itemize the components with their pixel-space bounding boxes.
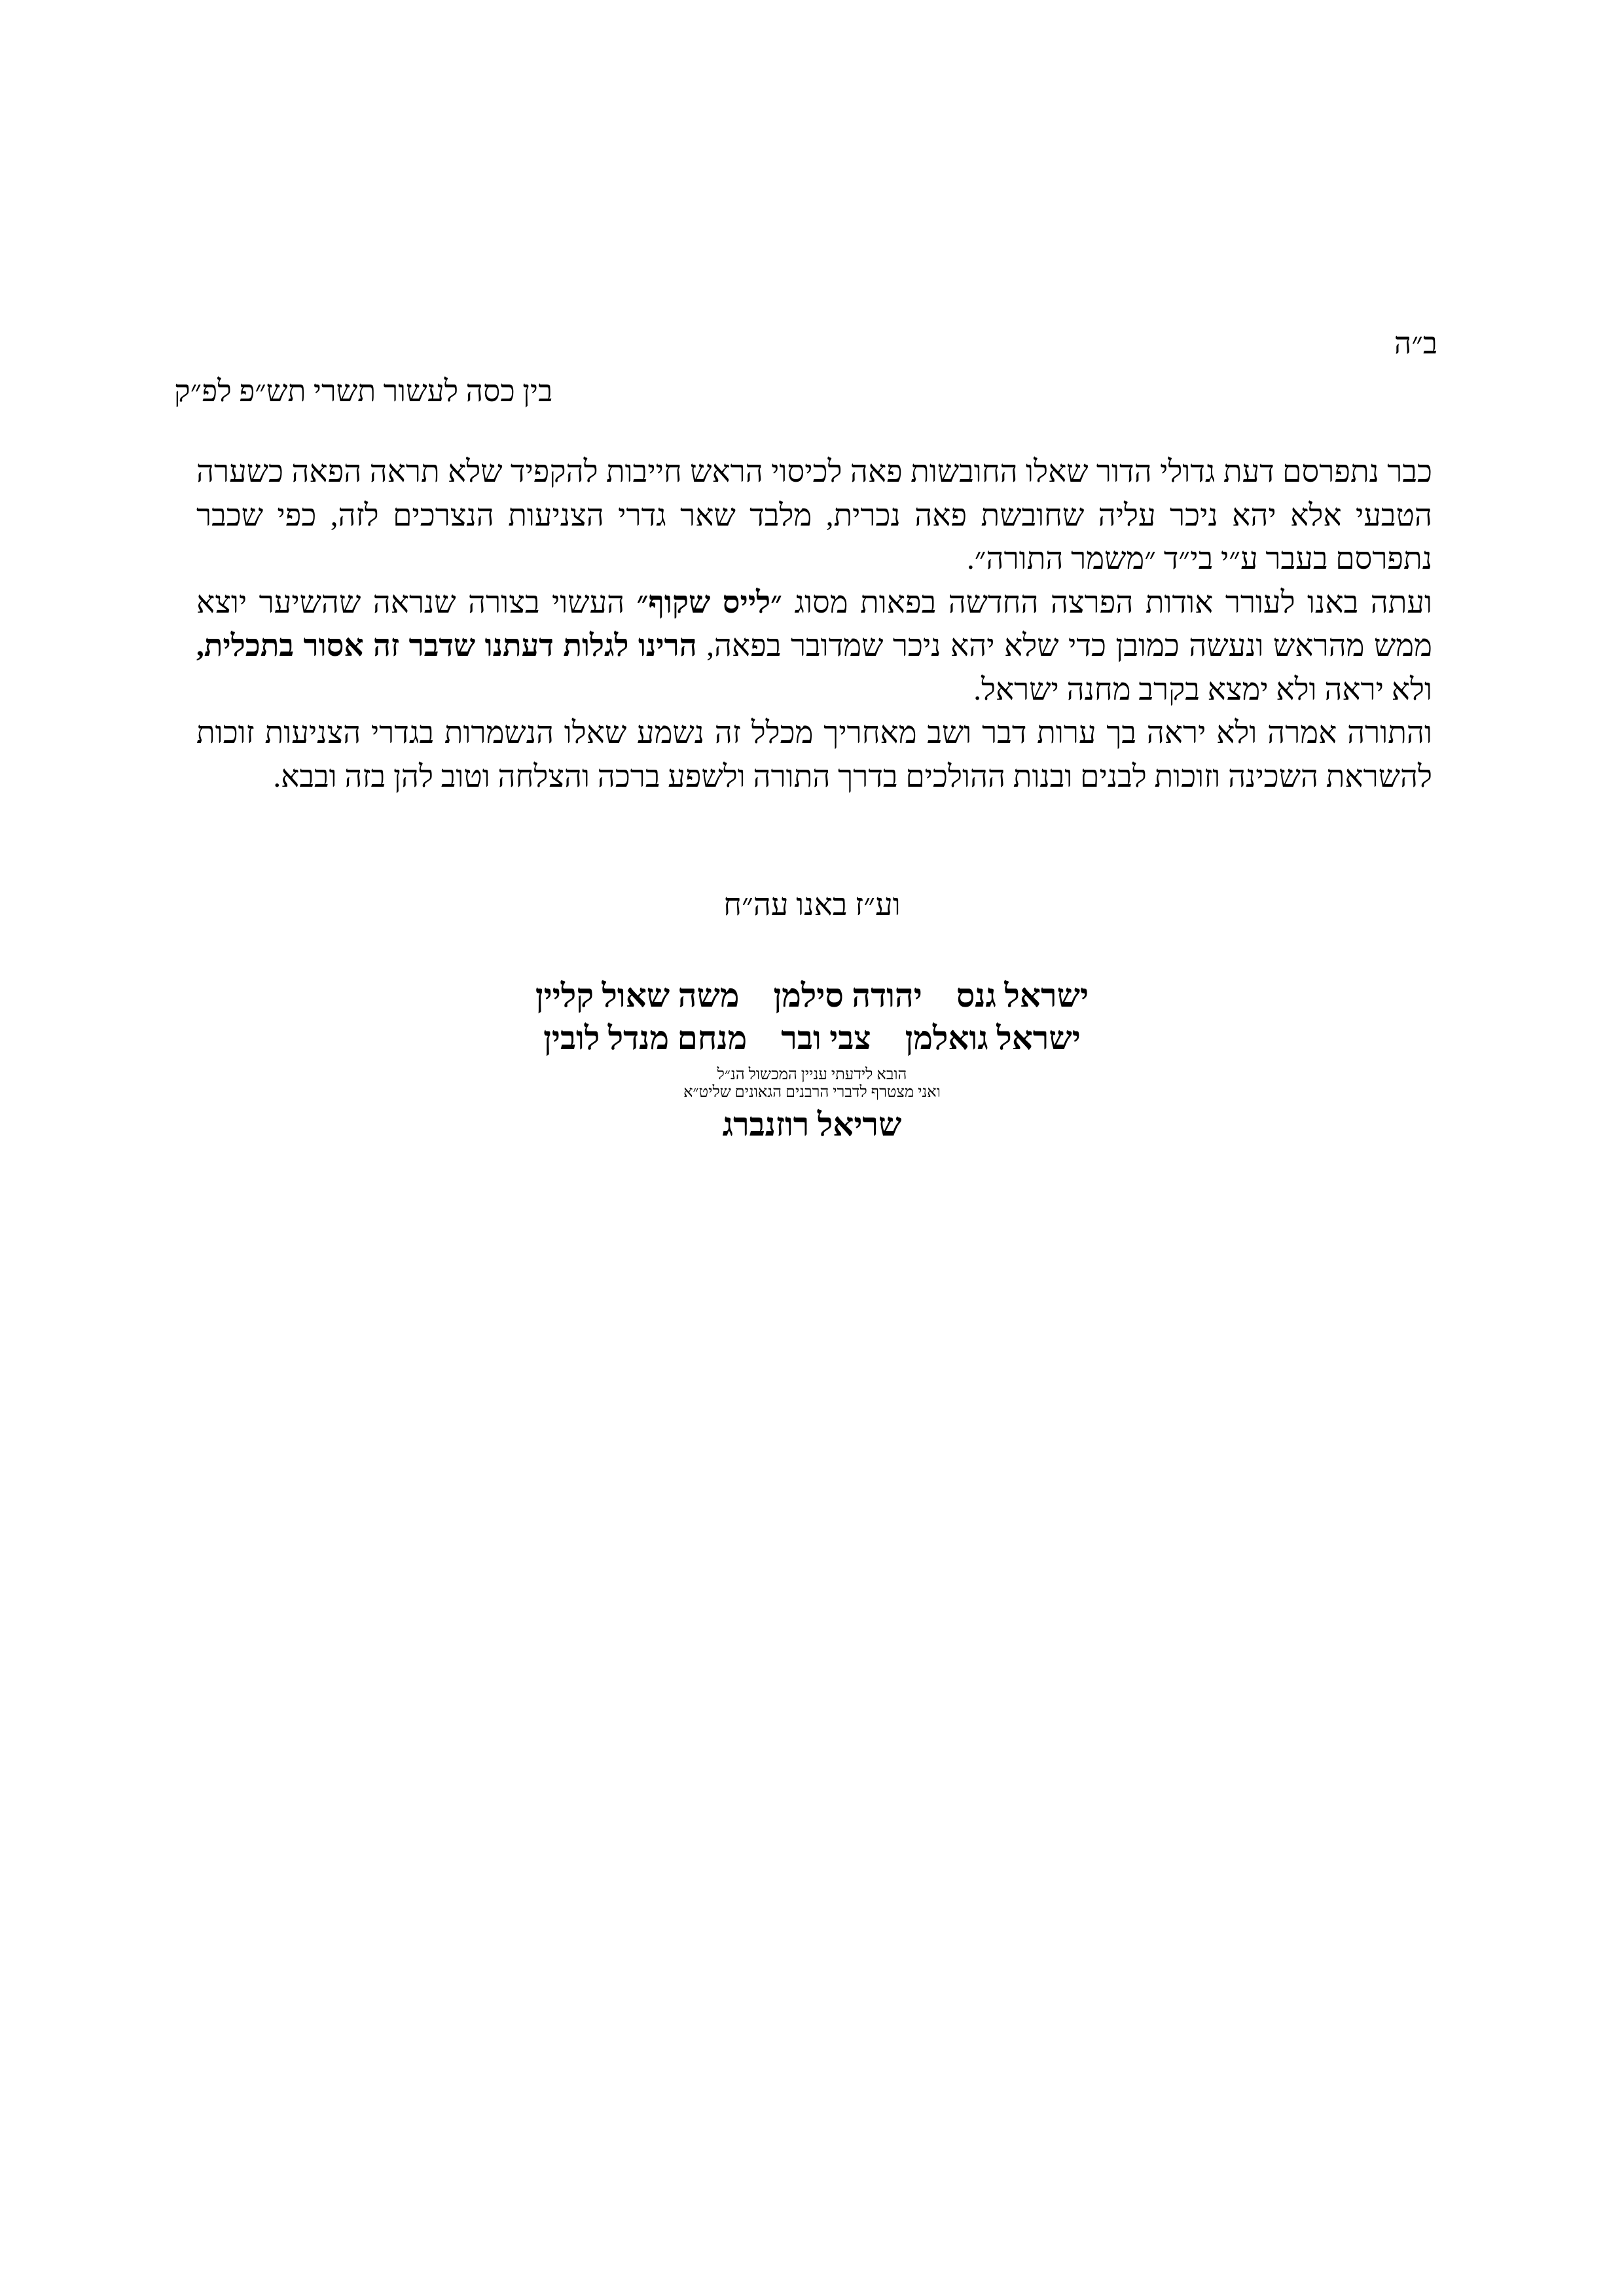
date-line: בין כסה לעשור תשרי תש״פ לפ״ק	[174, 374, 553, 408]
signature-name: מנחם מנדל לובין	[543, 1020, 748, 1056]
paragraph-2-part-b: העשוי בצורה שנראה שהשיער יוצא ממש מהראש ונעשה כמובן כדי שלא יהא ניכר שמדובר בפאה,	[196, 585, 1432, 663]
paragraph-2-part-c: ולא יראה ולא ימצא בקרב מחנה ישראל.	[973, 672, 1432, 707]
signature-row-1	[0, 975, 1624, 1016]
paragraph-1: כבר נתפרסם דעת גדולי הדור שאלו החובשות פאה לכיסוי הראש חייבות להקפיד שלא תראה הפאה כשערה הטבעי אלא יהא ניכר עליה שחובשת פאה נכרית, מלבד שאר גדרי הצניעות הנצרכים לזה, כפי שכבר נתפרסם בעבר ע״י בי״ד ״משמר התורה״.	[196, 455, 1432, 576]
paragraph-2-bold-2: הרינו לגלות דעתנו שדבר זה אסור בתכלית,	[196, 629, 697, 663]
endorsement-note-line-1: הובא לידעתי עניין המכשול הנ״ל	[717, 1066, 907, 1083]
endorsement-note-line-2: ואני מצטרף לדברי הרבנים הגאונים שליט״א	[683, 1084, 941, 1101]
signature-name: ישראל גנס	[956, 977, 1089, 1014]
paragraph-3: והתורה אמרה ולא יראה בך ערות דבר ושב מאחריך מכלל זה נשמע שאלו הנשמרות בגדרי הצניעות זוכות להשראת השכינה וזוכות לבנים ובנות ההולכים בדרך התורה ולשפע ברכה והצלחה וטוב להן בזה ובבא.	[196, 716, 1432, 794]
final-signature: שריאל רוזנברג	[722, 1106, 902, 1143]
bh-header: ב״ה	[1394, 327, 1437, 360]
signature-name: יהודה סילמן	[773, 977, 922, 1014]
closing-line: וע״ז באנו עה״ח	[723, 888, 901, 922]
paragraph-2-bold-1: ״לייס שקוף״	[636, 585, 783, 620]
signature-name: צבי ובר	[781, 1020, 871, 1056]
signature-row-2	[0, 1018, 1624, 1058]
signature-name: משה שאול קליין	[535, 977, 740, 1014]
paragraph-2-part-a: ועתה באנו לעורר אודות הפרצה החדשה בפאות מסוג	[782, 585, 1433, 620]
signature-name: ישראל גואלמן	[905, 1020, 1081, 1056]
paragraph-2	[196, 581, 1432, 712]
letter-body	[196, 450, 1432, 798]
